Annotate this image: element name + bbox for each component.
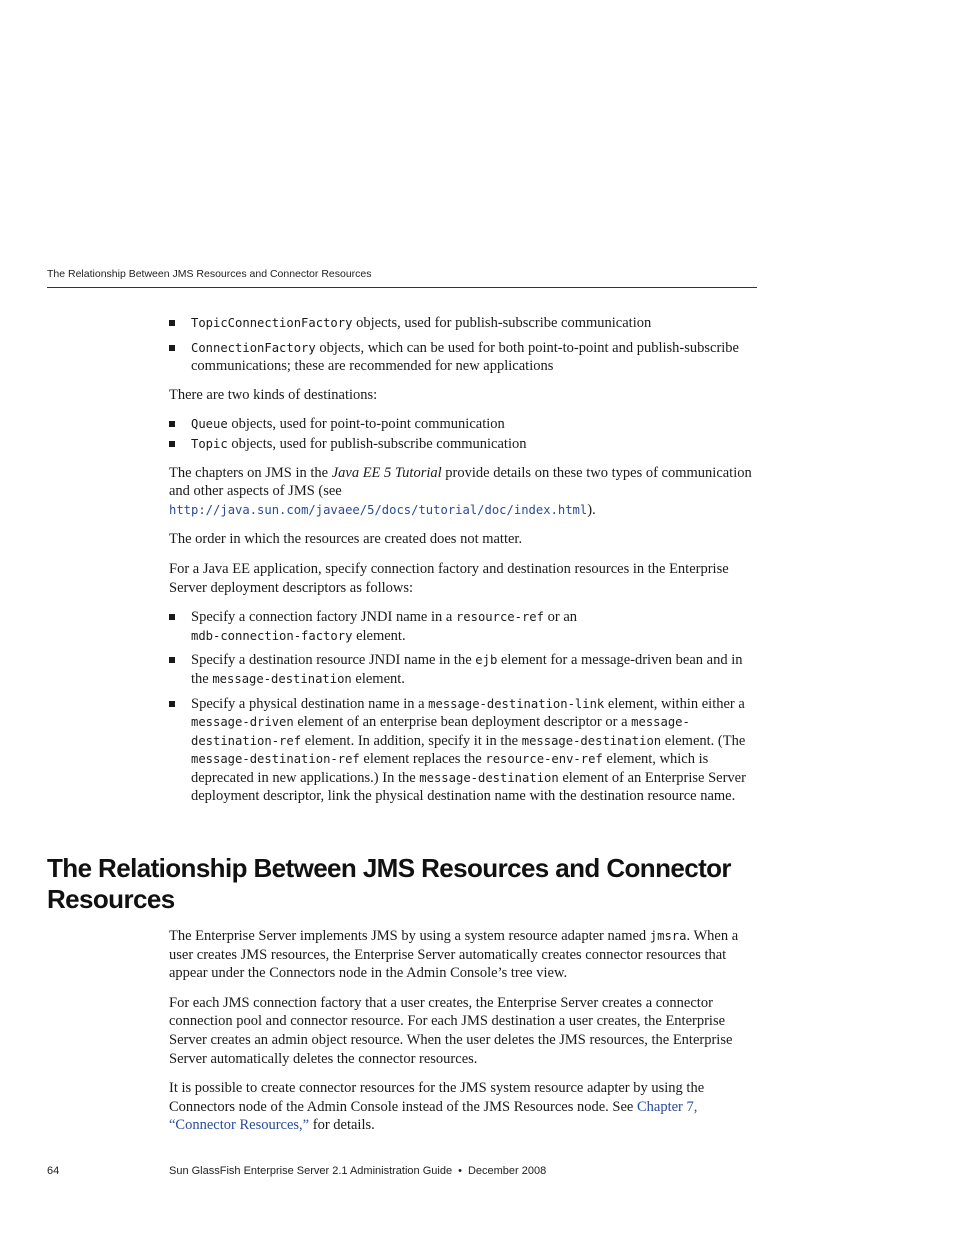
square-bullet-icon [169, 421, 175, 427]
list-item-text: or an [544, 609, 578, 626]
paragraph-text: provide details on these two types of communication and other aspects of JMS (see [169, 464, 752, 500]
chapter-7-link[interactable]: Chapter 7, “Connector Resources,” [169, 1098, 698, 1134]
list-item-text: element. [351, 670, 405, 687]
code-term: resource-env-ref [485, 752, 603, 767]
list-item [169, 608, 759, 645]
square-bullet-icon [169, 320, 175, 326]
list-item-text: element replaces the [359, 751, 486, 768]
code-term: message-destination [212, 671, 352, 686]
paragraph-text: The Enterprise Server implements JMS by using a system resource adapter named [169, 928, 650, 944]
code-term: ConnectionFactory [191, 340, 316, 355]
code-term: jmsra [649, 929, 687, 943]
list-item-text: element, which is deprecated in new applications.) In the [191, 751, 709, 786]
list-item-text: objects, used for point-to-point communication [227, 416, 505, 433]
list-item-text: objects, used for publish-subscribe communication [352, 315, 652, 331]
section-heading: The Relationship Between JMS Resources and Connector Resources [47, 853, 731, 914]
list-item [169, 339, 759, 376]
footer-book-info [169, 1165, 546, 1177]
square-bullet-icon [169, 614, 175, 620]
code-term: Topic [191, 436, 228, 451]
list-item-text: element of an enterprise bean deployment descriptor or a [293, 714, 632, 731]
paragraph-text: . When a user creates JMS resources, the Enterprise Server automatically creates connector resources that appear under the Connectors node in the Admin Console’s tree view. [169, 928, 739, 982]
footer-date: December 2008 [467, 1165, 547, 1177]
connection-factory-list [169, 314, 759, 376]
order-paragraph: The order in which the resources are created does not matter. [169, 531, 523, 548]
tutorial-url-link[interactable]: http://java.sun.com/javaee/5/docs/tutorial/doc/index.html [169, 502, 588, 517]
list-item-text: element. [352, 627, 406, 644]
section-paragraph [169, 927, 759, 983]
list-item-text: Specify a physical destination name in a [191, 695, 429, 712]
square-bullet-icon [169, 701, 175, 707]
footer-book-title: Sun GlassFish Enterprise Server 2.1 Administration Guide [169, 1165, 453, 1177]
javaee-paragraph: For a Java EE application, specify connection factory and destination resources in the Enterprise Server deployment descriptors as follows: [169, 560, 729, 596]
list-item-text: Specify a destination resource JNDI name in the [191, 652, 476, 669]
destination-list [169, 415, 759, 453]
code-term: mdb-connection-factory [191, 628, 353, 643]
section-body [169, 927, 759, 1146]
code-term: message-driven [191, 715, 294, 730]
code-term: message-destination-link [428, 696, 605, 711]
list-item-text: objects, used for publish-subscribe communication [227, 435, 527, 452]
code-term: message-destination-ref [191, 715, 690, 748]
section-paragraph: For each JMS connection factory that a user creates, the Enterprise Server creates a connector connection pool and connector resource. For each JMS destination a user creates, the Enterprise Server creates an admin object resource. When the user deletes the JMS resources, the Enterprise Server automatically deletes the connector resources. [169, 994, 733, 1067]
book-title: Java EE 5 Tutorial [331, 464, 442, 481]
list-item-text: objects, which can be used for both point-to-point and publish-subscribe communications; these are recommended for new applications [191, 339, 739, 375]
code-term: Queue [191, 417, 228, 432]
paragraph-text: It is possible to create connector resources for the JMS system resource adapter by using the Connectors node of the Admin Console instead of the JMS Resources node. See [169, 1080, 705, 1115]
running-header-title: The Relationship Between JMS Resources and Connector Resources [47, 268, 372, 280]
specify-list [169, 608, 759, 806]
list-item [169, 314, 759, 333]
code-term: resource-ref [455, 610, 544, 625]
list-item-text: element. In addition, specify it in the [301, 732, 522, 749]
square-bullet-icon [169, 441, 175, 447]
paragraph-text: ). [587, 501, 596, 518]
code-term: message-destination [419, 770, 559, 785]
list-item-text: element of an Enterprise Server deployment descriptor, link the physical destination name with the destination resource name. [191, 769, 746, 805]
list-item [169, 435, 759, 454]
paragraph-text: The chapters on JMS in the [169, 464, 332, 481]
footer-separator: • [458, 1165, 462, 1177]
list-item-text: Specify a connection factory JNDI name in a [191, 609, 456, 626]
square-bullet-icon [169, 657, 175, 663]
list-item-text: element. (The [661, 732, 746, 749]
destinations-intro: There are two kinds of destinations: [169, 386, 378, 403]
code-term: message-destination [521, 733, 662, 748]
running-header [47, 268, 757, 288]
tutorial-paragraph [169, 464, 759, 520]
list-item [169, 651, 759, 688]
code-term: ejb [475, 653, 498, 668]
list-item-text: element for a message-driven bean and in the [191, 652, 743, 687]
section-paragraph [169, 1079, 759, 1135]
list-item [169, 695, 759, 807]
list-item [169, 415, 759, 434]
page-number: 64 [47, 1165, 60, 1177]
list-item-text: element, within either a [604, 695, 745, 712]
square-bullet-icon [169, 345, 175, 351]
paragraph-text: for details. [309, 1117, 375, 1134]
code-term: TopicConnectionFactory [191, 316, 353, 330]
code-term: message-destination-ref [191, 752, 360, 767]
document-body [169, 314, 759, 816]
